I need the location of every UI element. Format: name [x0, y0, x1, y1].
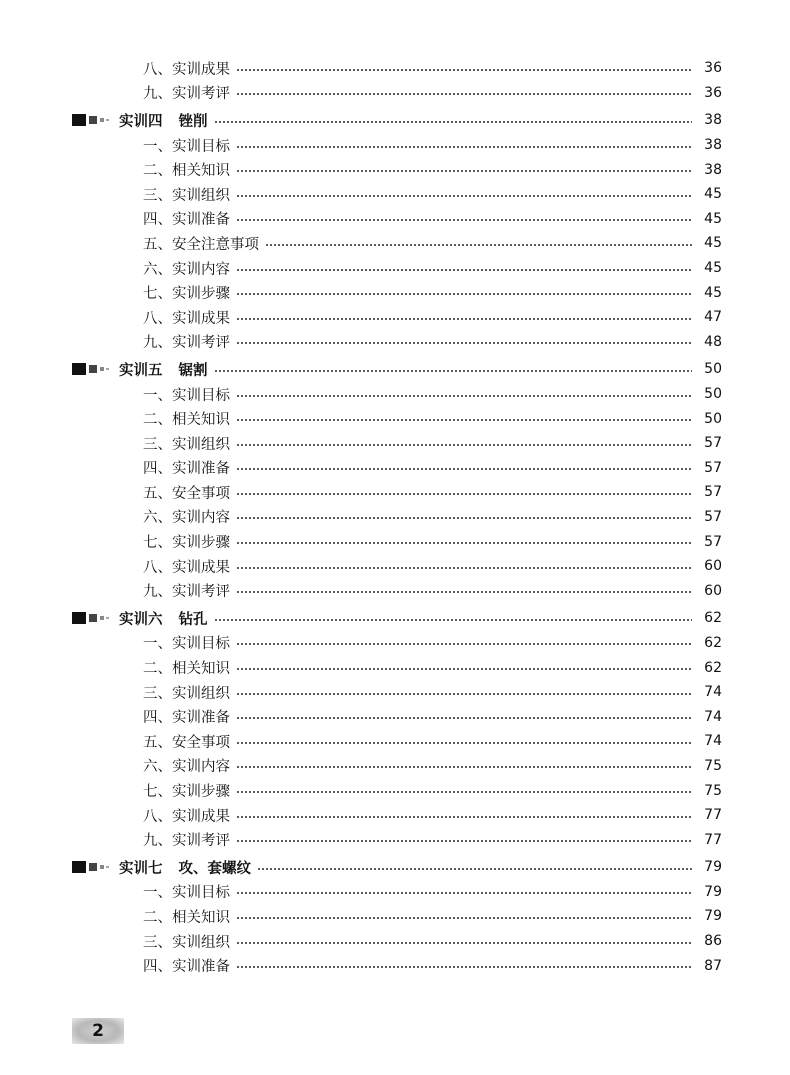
toc-item-label: 四、实训准备: [143, 710, 230, 727]
dot-leader: [236, 917, 692, 919]
toc-item-row[interactable]: [0, 182, 790, 207]
dot-leader: [236, 643, 692, 645]
toc-page-number: 50: [704, 361, 722, 378]
dot-leader: [236, 342, 692, 344]
toc-item-row[interactable]: [0, 382, 790, 407]
toc-item-label: 二、相关知识: [143, 909, 230, 926]
dot-leader: [236, 444, 692, 446]
toc-page-number: 45: [704, 210, 722, 227]
toc-page-number: 62: [704, 634, 722, 651]
chapter-number: 实训七: [119, 859, 163, 877]
table-of-contents: [0, 56, 790, 978]
toc-item-row[interactable]: [0, 406, 790, 431]
toc-page-number: 86: [704, 933, 722, 950]
toc-item-row[interactable]: [0, 554, 790, 579]
toc-item-label: 九、实训考评: [143, 86, 230, 103]
dot-leader: [236, 69, 692, 71]
dot-leader: [236, 93, 692, 95]
toc-item-row[interactable]: [0, 456, 790, 481]
toc-page-number: 62: [704, 659, 722, 676]
toc-item-row[interactable]: [0, 578, 790, 603]
toc-chapter-row[interactable]: [0, 357, 790, 382]
dot-leader: [236, 816, 692, 818]
toc-item-row[interactable]: [0, 330, 790, 355]
chapter-title: 钻孔: [178, 610, 208, 628]
dot-leader: [236, 170, 692, 172]
toc-item-row[interactable]: [0, 729, 790, 754]
toc-page-number: 38: [704, 112, 722, 129]
toc-item-row[interactable]: [0, 803, 790, 828]
toc-item-label: 三、实训组织: [143, 187, 230, 204]
toc-item-row[interactable]: [0, 431, 790, 456]
toc-page-number: 38: [704, 161, 722, 178]
toc-item-row[interactable]: [0, 827, 790, 852]
toc-item-row[interactable]: [0, 480, 790, 505]
chapter-number: 实训四: [119, 112, 163, 130]
toc-item-row[interactable]: [0, 56, 790, 81]
toc-item-label: 二、相关知识: [143, 412, 230, 429]
toc-item-label: 四、实训准备: [143, 959, 230, 976]
dot-leader: [236, 966, 692, 968]
toc-item-row[interactable]: [0, 754, 790, 779]
toc-item-row[interactable]: [0, 207, 790, 232]
toc-item-label: 五、安全注意事项: [143, 236, 259, 253]
chapter-title: 锯割: [178, 361, 208, 379]
toc-item-row[interactable]: [0, 133, 790, 158]
toc-page-number: 45: [704, 186, 722, 203]
dot-leader: [236, 395, 692, 397]
toc-page-number: 74: [704, 733, 722, 750]
toc-item-row[interactable]: [0, 280, 790, 305]
toc-page-number: 36: [704, 60, 722, 77]
toc-page-number: 50: [704, 410, 722, 427]
toc-item-label: 五、安全事项: [143, 485, 230, 502]
dot-leader: [214, 619, 693, 621]
toc-page-number: 57: [704, 435, 722, 452]
toc-page-number: 47: [704, 309, 722, 326]
toc-item-label: 四、实训准备: [143, 212, 230, 229]
toc-page-number: 79: [704, 883, 722, 900]
toc-page-number: 38: [704, 137, 722, 154]
toc-chapter-row[interactable]: [0, 855, 790, 880]
dot-leader: [214, 121, 693, 123]
toc-item-label: 二、相关知识: [143, 661, 230, 678]
toc-page-number: 74: [704, 708, 722, 725]
dot-leader: [236, 146, 692, 148]
dot-leader: [214, 370, 693, 372]
dot-leader: [236, 840, 692, 842]
dot-leader: [265, 244, 692, 246]
toc-item-label: 一、实训目标: [143, 636, 230, 653]
toc-item-row[interactable]: [0, 929, 790, 954]
toc-item-label: 二、相关知识: [143, 163, 230, 180]
toc-page-number: 79: [704, 859, 722, 876]
toc-page-number: 45: [704, 235, 722, 252]
toc-item-row[interactable]: [0, 81, 790, 106]
toc-page-number: 57: [704, 484, 722, 501]
dot-leader: [236, 693, 692, 695]
dot-leader: [236, 591, 692, 593]
toc-item-label: 九、实训考评: [143, 833, 230, 850]
toc-item-label: 一、实训目标: [143, 138, 230, 155]
chapter-marker-icon: [72, 612, 109, 624]
dot-leader: [236, 468, 692, 470]
toc-item-label: 五、安全事项: [143, 734, 230, 751]
chapter-number: 实训五: [119, 361, 163, 379]
toc-page-number: 50: [704, 386, 722, 403]
toc-page-number: 36: [704, 84, 722, 101]
toc-item-row[interactable]: [0, 305, 790, 330]
dot-leader: [236, 493, 692, 495]
toc-chapter-row[interactable]: [0, 108, 790, 133]
toc-page-number: 74: [704, 684, 722, 701]
dot-leader: [236, 668, 692, 670]
chapter-marker-icon: [72, 114, 109, 126]
toc-item-label: 八、实训成果: [143, 310, 230, 327]
chapter-title: 攻、套螺纹: [178, 859, 251, 877]
toc-item-label: 七、实训步骤: [143, 784, 230, 801]
toc-page-number: 75: [704, 757, 722, 774]
toc-item-label: 七、实训步骤: [143, 535, 230, 552]
dot-leader: [236, 892, 692, 894]
toc-item-label: 三、实训组织: [143, 685, 230, 702]
toc-item-label: 一、实训目标: [143, 387, 230, 404]
toc-item-row[interactable]: [0, 953, 790, 978]
toc-page-number: 45: [704, 284, 722, 301]
toc-item-row[interactable]: [0, 680, 790, 705]
toc-page-number: 60: [704, 558, 722, 575]
dot-leader: [236, 567, 692, 569]
toc-item-label: 九、实训考评: [143, 335, 230, 352]
dot-leader: [236, 766, 692, 768]
toc-item-row[interactable]: [0, 529, 790, 554]
toc-page-number: 87: [704, 957, 722, 974]
dot-leader: [236, 791, 692, 793]
toc-page-number: 77: [704, 831, 722, 848]
dot-leader: [236, 219, 692, 221]
toc-item-row[interactable]: [0, 631, 790, 656]
toc-item-label: 三、实训组织: [143, 436, 230, 453]
dot-leader: [236, 517, 692, 519]
toc-page-number: 60: [704, 582, 722, 599]
toc-item-row[interactable]: [0, 505, 790, 530]
toc-item-label: 八、实训成果: [143, 559, 230, 576]
dot-leader: [236, 742, 692, 744]
toc-item-row[interactable]: [0, 655, 790, 680]
dot-leader: [257, 868, 692, 870]
dot-leader: [236, 293, 692, 295]
chapter-number: 实训六: [119, 610, 163, 628]
toc-item-row[interactable]: [0, 704, 790, 729]
toc-page-number: 77: [704, 807, 722, 824]
toc-page-number: 57: [704, 508, 722, 525]
toc-item-label: 六、实训内容: [143, 759, 230, 776]
toc-item-label: 七、实训步骤: [143, 286, 230, 303]
toc-item-label: 六、实训内容: [143, 261, 230, 278]
dot-leader: [236, 542, 692, 544]
toc-page-number: 45: [704, 260, 722, 277]
chapter-marker-icon: [72, 861, 109, 873]
dot-leader: [236, 942, 692, 944]
toc-item-row[interactable]: [0, 157, 790, 182]
toc-item-label: 一、实训目标: [143, 885, 230, 902]
toc-item-label: 八、实训成果: [143, 808, 230, 825]
dot-leader: [236, 717, 692, 719]
toc-item-label: 三、实训组织: [143, 934, 230, 951]
dot-leader: [236, 269, 692, 271]
toc-item-row[interactable]: [0, 256, 790, 281]
toc-item-label: 九、实训考评: [143, 584, 230, 601]
toc-item-label: 四、实训准备: [143, 461, 230, 478]
dot-leader: [236, 318, 692, 320]
toc-page-number: 57: [704, 533, 722, 550]
toc-item-label: 六、实训内容: [143, 510, 230, 527]
toc-page-number: 79: [704, 908, 722, 925]
page-number: 2: [92, 1021, 104, 1041]
toc-page-number: 75: [704, 782, 722, 799]
chapter-marker-icon: [72, 363, 109, 375]
toc-page-number: 48: [704, 333, 722, 350]
dot-leader: [236, 419, 692, 421]
dot-leader: [236, 195, 692, 197]
toc-item-row[interactable]: [0, 778, 790, 803]
toc-page-number: 62: [704, 610, 722, 627]
toc-item-row[interactable]: [0, 904, 790, 929]
toc-item-label: 八、实训成果: [143, 61, 230, 78]
chapter-title: 锉削: [178, 112, 208, 130]
page-number-tab: [72, 1018, 124, 1044]
toc-item-row[interactable]: [0, 231, 790, 256]
toc-item-row[interactable]: [0, 880, 790, 905]
toc-chapter-row[interactable]: [0, 606, 790, 631]
toc-page-number: 57: [704, 459, 722, 476]
